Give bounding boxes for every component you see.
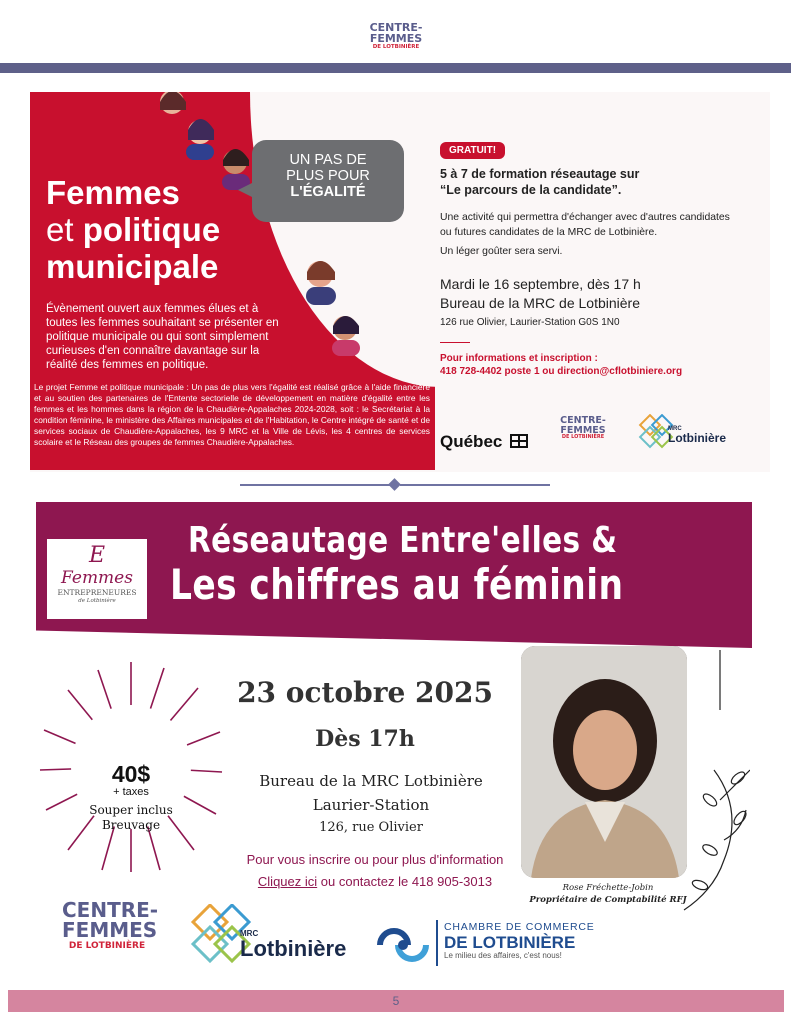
floral-branch-icon: [680, 650, 750, 920]
centre-femmes-logo: [368, 22, 424, 51]
event1-where: Bureau de la MRC de Lotbinière: [440, 295, 641, 311]
mrc-small: MRC: [668, 426, 682, 432]
chambre-line1: CHAMBRE DE COMMERCE: [444, 921, 595, 933]
fe-logo-line2: ENTREPRENEURES: [57, 588, 137, 597]
chambre-commerce-icon: [370, 922, 436, 968]
separator-right: [400, 484, 550, 486]
mrc-logo-text-bottom: MRC Lotbinière: [240, 929, 347, 961]
banner-title-line1: Réseautage Entre'elles &: [188, 520, 618, 561]
separator-left: [240, 484, 390, 486]
quebec-logo-text: Québec: [440, 432, 503, 451]
speaker-photo: [521, 646, 687, 878]
headline-line1: 5 à 7 de formation réseautage sur: [440, 167, 640, 181]
speaker-caption: [528, 882, 688, 906]
top-bar: [0, 63, 791, 73]
separator-diamond: [388, 478, 401, 491]
event1-body2: Un léger goûter sera servi.: [440, 246, 563, 257]
egalite-speech-bubble: [252, 140, 404, 222]
page-number-bar: [8, 990, 784, 1012]
event1-address: 126 rue Olivier, Laurier-Station G0S 1N0: [440, 317, 620, 328]
banner-title-line2: Les chiffres au féminin: [170, 560, 624, 609]
event2-place3: 126, rue Olivier: [319, 820, 423, 835]
event2-signup: Pour vous inscrire ou pour plus d'information: [246, 852, 504, 867]
logo-line3: DE LOTBINIÈRE: [372, 44, 420, 50]
bubble-line2: PLUS POUR: [286, 168, 370, 184]
mrc-name: Lotbinière: [668, 431, 727, 445]
event1-headline: [440, 166, 760, 198]
cliquez-ici-link[interactable]: Cliquez ici: [257, 874, 318, 889]
event1-info: [440, 352, 760, 378]
price: 40$: [111, 761, 151, 787]
meal-line1: Souper inclus: [89, 803, 173, 817]
title-line3: municipale: [46, 248, 219, 285]
quebec-logo: [440, 432, 528, 452]
event1-description: Évènement ouvert aux femmes élues et à toutes les femmes souhaitant se présenter en politique municipale ou qui sont simplement curieuses d'en connaître davantage sur la réalité des femmes en politique.: [46, 303, 279, 371]
event1-fineprint: Le projet Femme et politique municipale : Un pas de plus vers l'égalité est réalisé grâce à l'aide financière et au soutien des partenaires de l'Entente sectorielle de développement en matière d'égalité entre les femmes et les hommes dans la région de la Chaudière-Appalaches 2024-2028, soit : le Secrétariat à la condition féminine, le ministère des Affaires municipales et de l'Habitation, le Centre intégré de santé et de services sociaux de Chaudière-Appalaches, les 9 MRC et la Ville de Lévis, les 4 centres de services scolaire et le Réseau des groupes de femmes Chaudière-Appalaches.: [34, 382, 430, 447]
fe-logo-line3: de Lotbinière: [78, 598, 116, 604]
femmes-entrepreneures-logo: [47, 539, 147, 619]
event2-contact-line: [210, 874, 540, 889]
speaker-title: Propriétaire de Comptabilité RFJ: [529, 895, 687, 905]
info-divider: [440, 342, 470, 343]
taxes: + taxes: [113, 786, 149, 798]
page-number: 5: [392, 994, 400, 1008]
bubble-line1: UN PAS DE: [289, 152, 367, 168]
event2-place2: Laurier-Station: [312, 796, 430, 814]
event1-body1: Une activité qui permettra d'échanger avec d'autres candidates ou futures candidates de la MRC de Lotbinière.: [440, 212, 730, 238]
event2-time: Dès 17h: [315, 726, 415, 752]
event2-place1: Bureau de la MRC Lotbinière: [259, 772, 483, 790]
info-contact[interactable]: 418 728-4402 poste 1 ou direction@cflotbiniere.org: [440, 366, 683, 377]
centre-femmes-logo-small: CENTRE- FEMMES DE LOTBINIÈRE: [560, 415, 606, 440]
chambre-line2: DE LOTBINIÈRE: [444, 932, 576, 952]
fleur-de-lis-icon: [510, 434, 528, 448]
speaker-portrait: [521, 646, 687, 878]
title-line2: et politique: [46, 211, 221, 248]
meal-line2: Breuvage: [101, 818, 161, 832]
event1-when: Mardi le 16 septembre, dès 17 h: [440, 276, 641, 292]
info-label: Pour informations et inscription :: [440, 353, 598, 364]
chambre-divider: [436, 920, 438, 966]
price-block: [56, 762, 206, 833]
event1-title: [46, 174, 256, 285]
contact-phone: ou contactez le 418 905-3013: [317, 874, 493, 889]
chambre-commerce-text: [444, 922, 595, 961]
speaker-name: Rose Fréchette-Jobin: [562, 883, 654, 893]
fe-logo-e-icon: E: [88, 543, 106, 568]
event2-date: 23 octobre 2025: [237, 676, 493, 709]
fe-logo-line1: Femmes: [61, 568, 133, 588]
logo-line2: FEMMES: [369, 32, 423, 45]
title-line1: Femmes: [46, 174, 180, 211]
bubble-line3: L'ÉGALITÉ: [290, 184, 366, 200]
gratuit-badge: GRATUIT!: [440, 142, 505, 159]
logo-line1: CENTRE-: [369, 21, 423, 34]
chambre-line3: Le milieu des affaires, c'est nous!: [444, 951, 562, 961]
headline-line2: “Le parcours de la candidate”.: [440, 183, 622, 197]
centre-femmes-logo-bottom: CENTRE- FEMMES DE LOTBINIÈRE: [62, 898, 159, 951]
mrc-logo-text: [668, 426, 726, 444]
